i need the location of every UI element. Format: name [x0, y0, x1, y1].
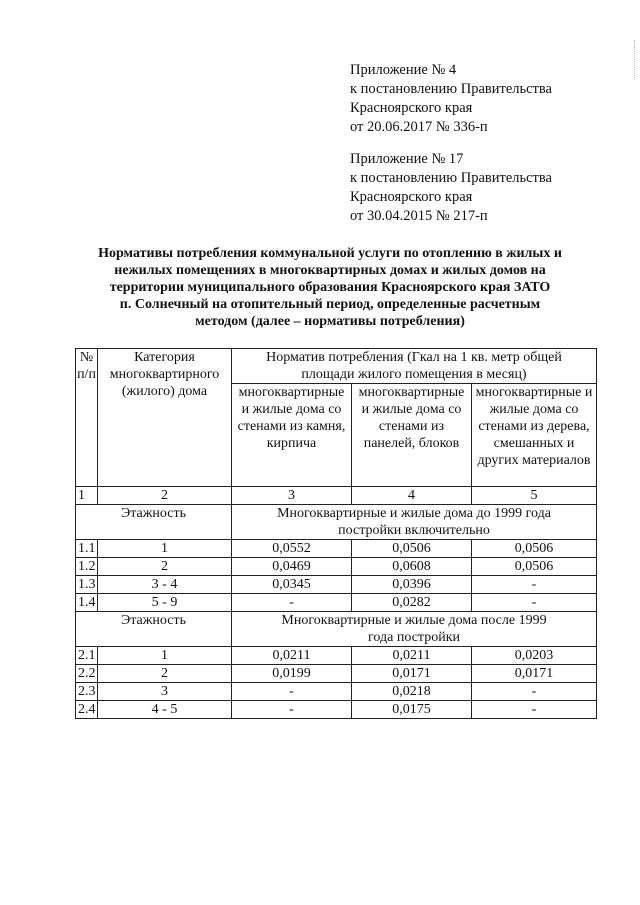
cell-wood: 0,0171: [472, 665, 597, 683]
appendix-date: от 20.06.2017 № 336-п: [350, 119, 488, 135]
header-norm: Норматив потребления (Гкал на 1 кв. метр общей площади жилого помещения в месяц): [232, 349, 597, 384]
row-number: 2.4: [76, 701, 98, 719]
appendix-region: Красноярского края: [350, 100, 473, 116]
cell-stone: -: [232, 683, 352, 701]
header-wood-walls: многоквартирные и жилые дома со стенами из дерева, смешанных и других материалов: [472, 384, 597, 487]
row-number: 2.3: [76, 683, 98, 701]
cell-wood: -: [472, 701, 597, 719]
row-number: 1.3: [76, 576, 98, 594]
cell-wood: 0,0506: [472, 540, 597, 558]
section-floors-label: Этажность: [76, 612, 232, 647]
row-floors: 1: [98, 647, 232, 665]
row-floors: 3: [98, 683, 232, 701]
title-line: методом (далее – нормативы потребления): [195, 314, 465, 329]
row-floors: 2: [98, 558, 232, 576]
row-number: 1.4: [76, 594, 98, 612]
cell-stone: 0,0552: [232, 540, 352, 558]
section-title: Многоквартирные и жилые дома до 1999 года постройки включительно: [232, 505, 597, 540]
scan-margin-mark: [634, 40, 637, 80]
table-row: [76, 647, 597, 665]
row-floors: 5 - 9: [98, 594, 232, 612]
section-header-row: [76, 612, 597, 647]
header-stone-walls: многоквартирные и жилые дома со стенами из камня, кирпича: [232, 384, 352, 487]
cell-wood: -: [472, 594, 597, 612]
row-floors: 2: [98, 665, 232, 683]
appendix-to-resolution: к постановлению Правительства: [350, 170, 552, 186]
header-category: Категория многоквартирного (жилого) дома: [98, 349, 232, 487]
cell-panel: 0,0608: [352, 558, 472, 576]
cell-stone: -: [232, 594, 352, 612]
norms-table: [75, 348, 597, 719]
title-line: п. Солнечный на отопительный период, определенные расчетным: [119, 297, 541, 312]
row-number: 1.1: [76, 540, 98, 558]
row-number: 1.2: [76, 558, 98, 576]
table-row: [76, 683, 597, 701]
row-number: 2.1: [76, 647, 98, 665]
cell-panel: 0,0282: [352, 594, 472, 612]
appendix-to-resolution: к постановлению Правительства: [350, 81, 552, 97]
table-row: [76, 540, 597, 558]
section-title: Многоквартирные и жилые дома после 1999 года постройки: [232, 612, 597, 647]
cell-wood: -: [472, 683, 597, 701]
table-row: [76, 558, 597, 576]
table-row: [76, 665, 597, 683]
cell-panel: 0,0396: [352, 576, 472, 594]
cell-panel: 0,0506: [352, 540, 472, 558]
column-number: 2: [98, 487, 232, 505]
column-number: 5: [472, 487, 597, 505]
appendix-date: от 30.04.2015 № 217-п: [350, 208, 488, 224]
column-number: 3: [232, 487, 352, 505]
cell-stone: 0,0199: [232, 665, 352, 683]
cell-panel: 0,0218: [352, 683, 472, 701]
cell-stone: 0,0211: [232, 647, 352, 665]
column-number: 1: [76, 487, 98, 505]
column-number: 4: [352, 487, 472, 505]
cell-wood: -: [472, 576, 597, 594]
header-row-number: № п/п: [76, 349, 98, 487]
section-floors-label: Этажность: [76, 505, 232, 540]
section-header-row: [76, 505, 597, 540]
row-floors: 3 - 4: [98, 576, 232, 594]
row-floors: 4 - 5: [98, 701, 232, 719]
appendix-reference-current: [350, 61, 552, 137]
table-row: [76, 594, 597, 612]
row-floors: 1: [98, 540, 232, 558]
cell-wood: 0,0506: [472, 558, 597, 576]
cell-panel: 0,0175: [352, 701, 472, 719]
column-numbers-row: [76, 487, 597, 505]
appendix-number: Приложение № 4: [350, 62, 457, 78]
table-row: [76, 576, 597, 594]
header-panel-walls: многоквартирные и жилые дома со стенами из панелей, блоков: [352, 384, 472, 487]
document-title: [70, 245, 590, 330]
cell-panel: 0,0211: [352, 647, 472, 665]
title-line: территории муниципального образования Красноярского края ЗАТО: [109, 280, 551, 295]
cell-wood: 0,0203: [472, 647, 597, 665]
appendix-region: Красноярского края: [350, 189, 473, 205]
cell-stone: 0,0345: [232, 576, 352, 594]
cell-stone: -: [232, 701, 352, 719]
cell-panel: 0,0171: [352, 665, 472, 683]
title-line: нежилых помещениях в многоквартирных домах и жилых домов на: [114, 263, 546, 278]
appendix-reference-previous: [350, 150, 552, 226]
row-number: 2.2: [76, 665, 98, 683]
appendix-number: Приложение № 17: [350, 151, 464, 167]
cell-stone: 0,0469: [232, 558, 352, 576]
table-header-row: [76, 349, 597, 384]
table-row: [76, 701, 597, 719]
title-line: Нормативы потребления коммунальной услуги по отоплению в жилых и: [98, 246, 562, 261]
